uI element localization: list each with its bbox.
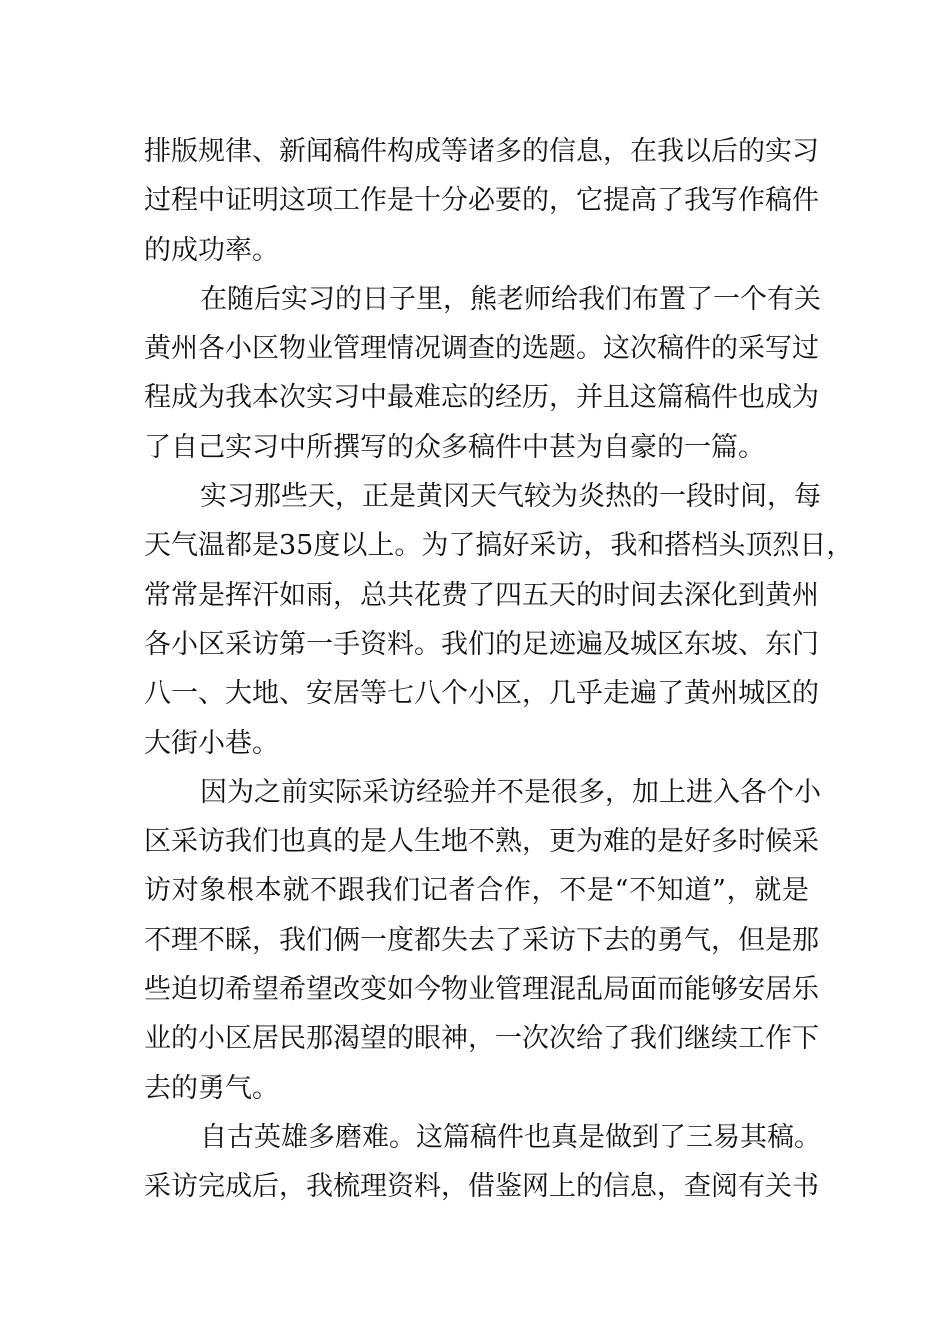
paragraph-5-line-1: 自古英雄多磨难。这篇稿件也真是做到了三易其稿。 [200, 1121, 821, 1153]
paragraph-4-line-6: 业的小区居民那渴望的眼神，一次次给了我们继续工作下 [144, 1023, 819, 1055]
paragraph-3-line-6: 大街小巷。 [144, 727, 279, 759]
paragraph-4-line-4: 不理不睬，我们俩一度都失去了采访下去的勇气，但是那 [144, 924, 819, 956]
paragraph-2-line-3: 程成为我本次实习中最难忘的经历，并且这篇稿件也成为 [144, 382, 819, 414]
paragraph-2-line-2: 黄州各小区物业管理情况调查的选题。这次稿件的采写过 [144, 333, 819, 365]
paragraph-3-line-4: 各小区采访第一手资料。我们的足迹遍及城区东坡、东门 [144, 628, 819, 660]
paragraph-3-line-3: 常常是挥汗如雨，总共花费了四五天的时间去深化到黄州 [144, 579, 819, 611]
paragraph-4-line-2: 区采访我们也真的是人生地不熟，更为难的是好多时候采 [144, 826, 819, 858]
paragraph-2-line-4: 了自己实习中所撰写的众多稿件中甚为自豪的一篇。 [144, 431, 765, 463]
paragraph-4-line-3: 访对象根本就不跟我们记者合作，不是“不知道”，就是 [144, 875, 809, 907]
paragraph-5-line-2: 采访完成后，我梳理资料，借鉴网上的信息，查阅有关书 [144, 1171, 819, 1203]
document-body-text [144, 127, 854, 1212]
paragraph-1-line-1: 排版规律、新闻稿件构成等诸多的信息，在我以后的实习 [144, 136, 819, 167]
paragraph-3-line-5: 八一、大地、安居等七八个小区，几乎走遍了黄州城区的 [144, 678, 819, 710]
paragraph-4-line-1: 因为之前实际采访经验并不是很多，加上进入各个小 [200, 776, 821, 808]
paragraph-4-line-5: 些迫切希望希望改变如今物业管理混乱局面而能够安居乐 [144, 974, 819, 1006]
paragraph-3-line-2: 天气温都是35度以上。为了搞好采访，我和搭档头顶烈日， [144, 530, 854, 562]
paragraph-1-line-3: 的成功率。 [144, 234, 279, 266]
paragraph-2-line-1: 在随后实习的日子里，熊老师给我们布置了一个有关 [200, 283, 821, 315]
paragraph-3-line-1: 实习那些天，正是黄冈天气较为炎热的一段时间，每 [200, 481, 821, 513]
paragraph-1-line-2: 过程中证明这项工作是十分必要的，它提高了我写作稿件 [144, 185, 819, 217]
paragraph-4-line-7: 去的勇气。 [144, 1072, 279, 1104]
